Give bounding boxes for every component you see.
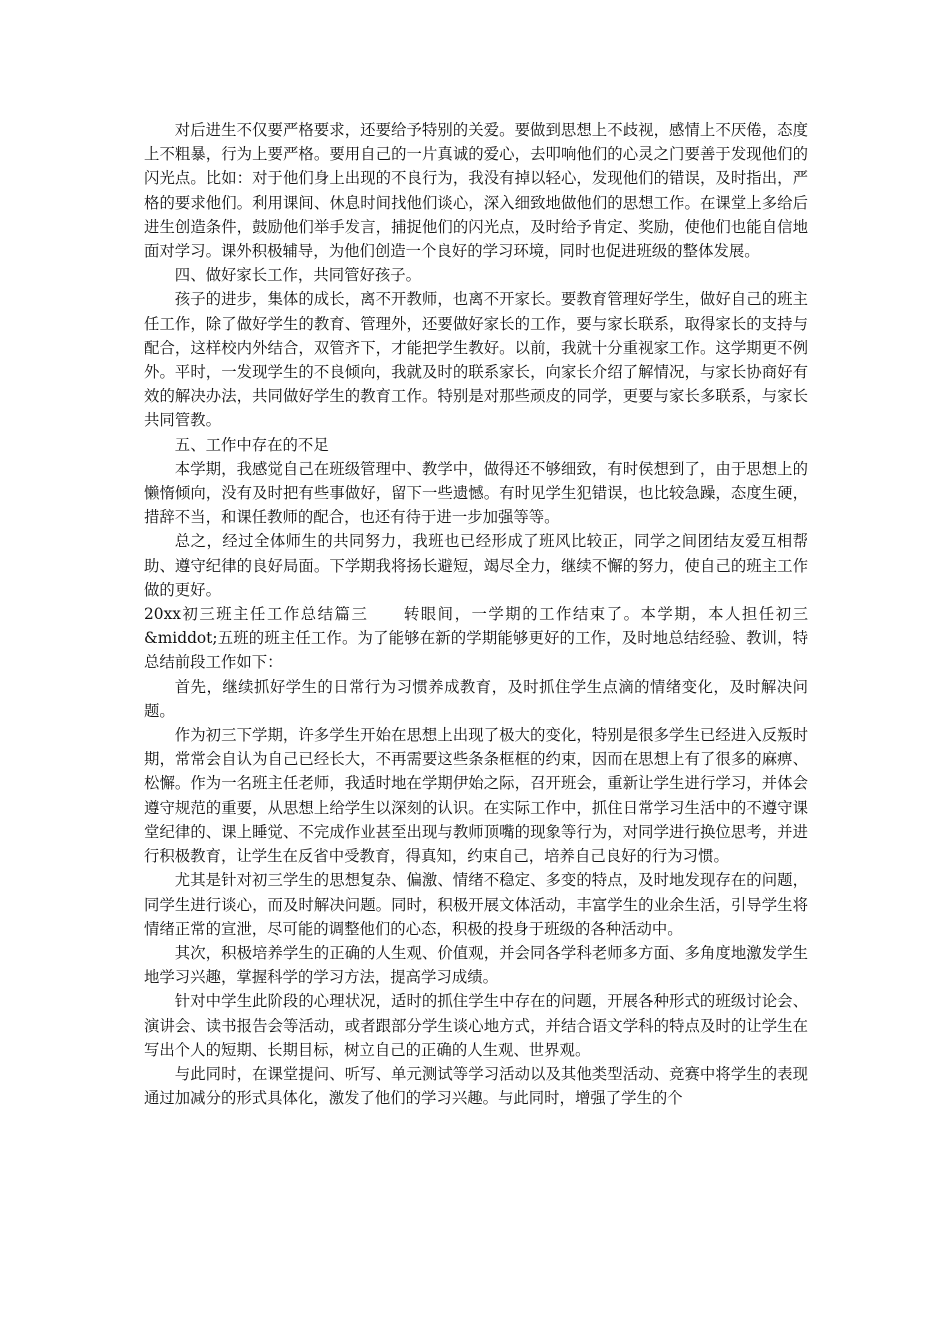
- document-page: [144, 118, 808, 1110]
- paragraph-psychology-activities: 针对中学生此阶段的心理状况，适时的抓住学生中存在的问题，开展各种形式的班级讨论会、演讲会、读书报告会等活动，或者跟部分学生谈心地方式，并结合语文学科的特点及时的让学生在写出个人的短期、长期目标，树立自己的正确的人生观、世界观。: [144, 992, 808, 1059]
- section-heading-5: 五、工作中存在的不足: [174, 435, 329, 454]
- article-three-opening: 转眼间，一学期的工作结束了。本学期，本人担任初三&middot;五班的班主任工作。为了能够在新的学期能够更好的工作，及时地总结经验、教训，特总结前段工作如下：: [144, 605, 808, 672]
- paragraph-classroom-scoring: 与此同时，在课堂提问、听写、单元测试等学习活动以及其他类型活动、竞赛中将学生的表现通过加减分的形式具体化，激发了他们的学习兴趣。与此同时，增强了学生的个: [144, 1064, 808, 1108]
- article-three-intro: [144, 602, 808, 675]
- paragraph-emotional-guidance: 尤其是针对初三学生的思想复杂、偏激、情绪不稳定、多变的特点，及时地发现存在的问题，同学生进行谈心，而及时解决问题。同时，积极开展文体活动，丰富学生的业余生活，引导学生将情绪正常的宣泄，尽可能的调整他们的心态，积极的投身于班级的各种活动中。: [144, 871, 808, 938]
- paragraph-third-year-changes: 作为初三下学期，许多学生开始在思想上出现了极大的变化，特别是很多学生已经进入反叛时期，常常会自认为自己已经长大，不再需要这些条条框框的约束，因而在思想上有了很多的麻痹、松懈。作为一名班主任老师，我适时地在学期伊始之际，召开班会，重新让学生进行学习，并体会遵守规范的重要，从思想上给学生以深刻的认识。在实际工作中，抓住日常学习生活中的不遵守课堂纪律的、课上睡觉、不完成作业甚至出现与教师顶嘴的现象等行为，对同学进行换位思考，并进行积极教育，让学生在反省中受教育，得真知，约束自己，培养自己良好的行为习惯。: [144, 726, 808, 866]
- paragraph-second-values: 其次，积极培养学生的正确的人生观、价值观，并会同各学科老师多方面、多角度地激发学生地学习兴趣，掌握科学的学习方法，提高学习成绩。: [144, 943, 808, 987]
- article-three-title: 20xx初三班主任工作总结篇三: [144, 605, 369, 624]
- paragraph-parent-work: 孩子的进步，集体的成长，离不开教师，也离不开家长。要教育管理好学生，做好自己的班主任工作，除了做好学生的教育、管理外，还要做好家长的工作，要与家长联系，取得家长的支持与配合，这样校内外结合，双管齐下，才能把学生教好。以前，我就十分重视家工作。这学期更不例外。平时，一发现学生的不良倾向，我就及时的联系家长，向家长介绍了解情况，与家长协商好有效的解决办法，共同做好学生的教育工作。特别是对那些顽皮的同学，更要与家长多联系，与家长共同管教。: [144, 290, 808, 430]
- paragraph-conclusion: 总之，经过全体师生的共同努力，我班也已经形成了班风比较正，同学之间团结友爱互相帮助、遵守纪律的良好局面。下学期我将扬长避短，竭尽全力，继续不懈的努力，使自己的班主工作做的更好。: [144, 532, 808, 599]
- paragraph-after-struggling-students: 对后进生不仅要严格要求，还要给予特别的关爱。要做到思想上不歧视，感情上不厌倦，态度上不粗暴，行为上要严格。要用自己的一片真诚的爱心，去叩响他们的心灵之门要善于发现他们的闪光点。比如：对于他们身上出现的不良行为，我没有掉以轻心，发现他们的错误，及时指出，严格的要求他们。利用课间、休息时间找他们谈心，深入细致地做他们的思想工作。在课堂上多给后进生创造条件，鼓励他们举手发言，捕捉他们的闪光点，及时给予肯定、奖励，使他们也能自信地面对学习。课外积极辅导，为他们创造一个良好的学习环境，同时也促进班级的整体发展。: [144, 121, 808, 261]
- paragraph-shortcomings: 本学期，我感觉自己在班级管理中、教学中，做得还不够细致，有时侯想到了，由于思想上的懒惰倾向，没有及时把有些事做好，留下一些遗憾。有时见学生犯错误，也比较急躁，态度生硬，措辞不当，和课任教师的配合，也还有待于进一步加强等等。: [144, 459, 808, 527]
- paragraph-first-habits: 首先，继续抓好学生的日常行为习惯养成教育，及时抓住学生点滴的情绪变化，及时解决问题。: [144, 677, 808, 720]
- section-heading-4: 四、做好家长工作，共同管好孩子。: [174, 266, 422, 285]
